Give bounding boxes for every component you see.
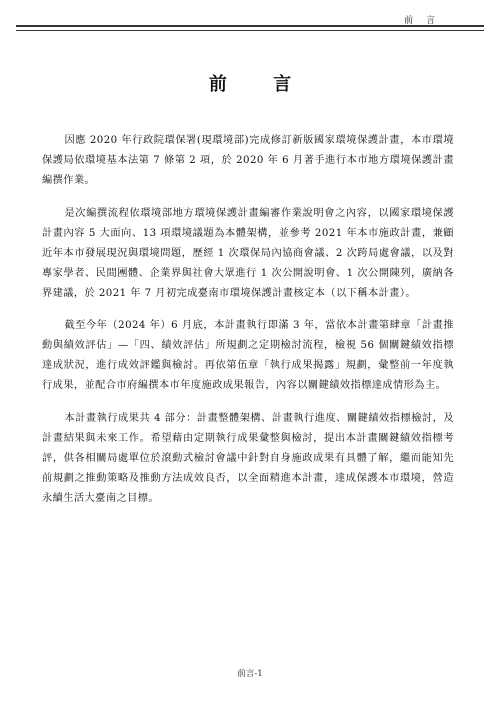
paragraph-4: 本計畫執行成果共 4 部分：計畫整體架構、計畫執行進度、關鍵績效指標檢討，及計畫結果與未來工作。希望藉由定期執行成果彙整與檢討，提出本計畫關鍵績效指標考評，供各相關局處單位於滾動式檢討會議中針對自身施政成果有具體了解，繼而能知先前規劃之推動策略及推動方法成效良否，以全面精進本計畫，達成保護本市環境，營造永續生活大臺南之目標。 (42, 412, 454, 504)
document-body (42, 131, 454, 521)
paragraph-3: 截至今年（2024 年）6 月底，本計畫執行即滿 3 年，當依本計畫第肆章「計畫推動與績效評估」—「四、績效評估」所規劃之定期檢討流程，檢視 56 個關鍵績效指標達成狀況，進行成效評鑑與檢討。再依第伍章「執行成果揭露」規劃，彙整前一年度執行成果，並配合市府編撰本市年度施政成果報告，內容以關鍵績效指標達成情形為主。 (42, 320, 454, 391)
header-rule-thick (16, 25, 484, 27)
page-title: 前 言 (208, 74, 312, 95)
running-header: 前 言 (404, 16, 440, 26)
paragraph-2: 是次編撰流程依環境部地方環境保護計畫編審作業說明會之內容，以國家環境保護計畫內容 5 大面向、13 項環境議題為本體架構，並參考 2021 年本市施政計畫，兼顧近年本市發展現況與環境問題，歷經 1 次環保局內協商會議、2 次跨局處會議，以及對專家學者、民間團體、企業界與社會大眾進行 1 次公開說明會、1 次公開陳列，廣納各界建議，於 2021 年 7 月初完成臺南市環境保護計畫核定本（以下稱本計畫）。 (42, 207, 454, 299)
paragraph-1: 因應 2020 年行政院環保署(現環境部)完成修訂新版國家環境保護計畫，本市環境保護局依環境基本法第 7 條第 2 項，於 2020 年 6 月著手進行本市地方環境保護計畫編撰作業。 (42, 135, 454, 186)
page-number: 前言-1 (237, 669, 263, 679)
header-rule-thin (16, 30, 484, 31)
